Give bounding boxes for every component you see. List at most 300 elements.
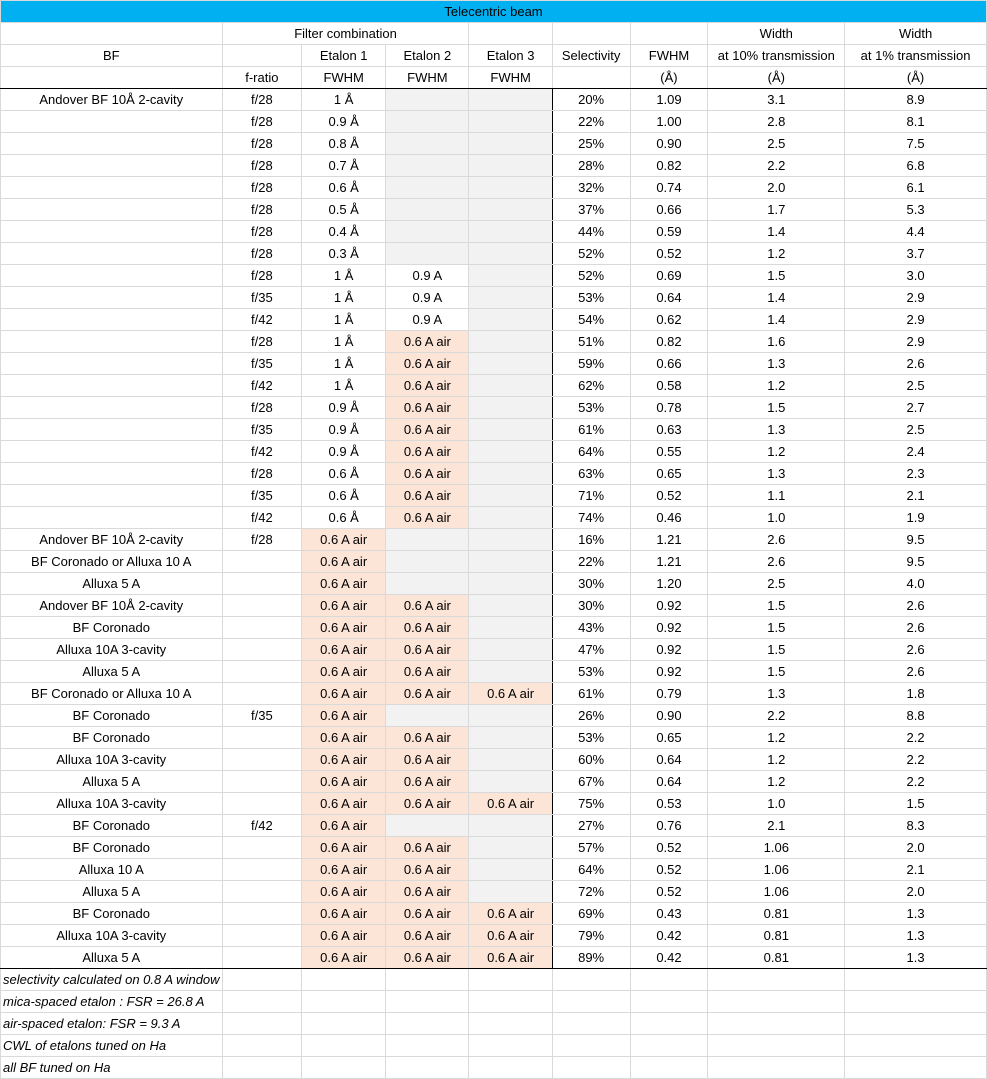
bf-cell[interactable]: Alluxa 10A 3-cavity <box>1 925 223 947</box>
etalon1-cell[interactable]: 0.6 A air <box>302 661 386 683</box>
etalon2-cell[interactable]: 0.6 A air <box>386 727 469 749</box>
etalon1-cell[interactable]: 0.9 Å <box>302 111 386 133</box>
etalon1-cell[interactable]: 0.6 A air <box>302 749 386 771</box>
width10-cell[interactable]: 1.3 <box>708 419 845 441</box>
width1-cell[interactable]: 5.3 <box>845 199 987 221</box>
header-filter-combination[interactable]: Filter combination <box>222 23 469 45</box>
bf-cell[interactable]: Alluxa 5 A <box>1 947 223 969</box>
width10-cell[interactable]: 1.06 <box>708 837 845 859</box>
f-ratio-cell[interactable]: f/28 <box>222 177 302 199</box>
width10-cell[interactable]: 1.5 <box>708 639 845 661</box>
f-ratio-cell[interactable]: f/35 <box>222 705 302 727</box>
f-ratio-cell[interactable] <box>222 617 302 639</box>
bf-cell[interactable] <box>1 375 223 397</box>
etalon2-cell[interactable]: 0.6 A air <box>386 947 469 969</box>
empty-cell[interactable] <box>469 1035 552 1057</box>
footnote-text[interactable]: all BF tuned on Ha <box>1 1057 223 1079</box>
f-ratio-cell[interactable] <box>222 661 302 683</box>
etalon2-cell[interactable]: 0.6 A air <box>386 925 469 947</box>
etalon1-cell[interactable]: 0.6 A air <box>302 705 386 727</box>
empty-cell[interactable] <box>708 1013 845 1035</box>
etalon2-cell[interactable] <box>386 705 469 727</box>
empty-cell[interactable] <box>222 1013 302 1035</box>
header-width1-unit[interactable]: (Å) <box>845 67 987 89</box>
etalon1-cell[interactable]: 0.6 A air <box>302 947 386 969</box>
etalon2-cell[interactable]: 0.6 A air <box>386 881 469 903</box>
fwhm-cell[interactable]: 1.20 <box>630 573 708 595</box>
etalon1-cell[interactable]: 0.9 Å <box>302 397 386 419</box>
width1-cell[interactable]: 2.9 <box>845 331 987 353</box>
etalon3-cell[interactable]: 0.6 A air <box>469 925 552 947</box>
selectivity-cell[interactable]: 28% <box>552 155 630 177</box>
bf-cell[interactable]: BF Coronado <box>1 903 223 925</box>
bf-cell[interactable]: Alluxa 5 A <box>1 661 223 683</box>
selectivity-cell[interactable]: 25% <box>552 133 630 155</box>
width1-cell[interactable]: 1.9 <box>845 507 987 529</box>
selectivity-cell[interactable]: 27% <box>552 815 630 837</box>
etalon2-cell[interactable]: 0.6 A air <box>386 485 469 507</box>
empty-cell[interactable] <box>302 1035 386 1057</box>
selectivity-cell[interactable]: 53% <box>552 727 630 749</box>
empty-cell[interactable] <box>630 1013 708 1035</box>
footnote-text[interactable]: CWL of etalons tuned on Ha <box>1 1035 223 1057</box>
fwhm-cell[interactable]: 0.42 <box>630 925 708 947</box>
selectivity-cell[interactable]: 64% <box>552 859 630 881</box>
f-ratio-cell[interactable] <box>222 881 302 903</box>
header-etalon3-fwhm[interactable]: FWHM <box>469 67 552 89</box>
empty-cell[interactable] <box>845 1035 987 1057</box>
header-etalon2[interactable]: Etalon 2 <box>386 45 469 67</box>
header-etalon3[interactable]: Etalon 3 <box>469 45 552 67</box>
empty-cell[interactable] <box>708 1035 845 1057</box>
etalon3-cell[interactable] <box>469 331 552 353</box>
f-ratio-cell[interactable]: f/28 <box>222 133 302 155</box>
width1-cell[interactable]: 2.7 <box>845 397 987 419</box>
etalon3-cell[interactable] <box>469 485 552 507</box>
f-ratio-cell[interactable] <box>222 727 302 749</box>
header-f-ratio[interactable]: f-ratio <box>222 67 302 89</box>
fwhm-cell[interactable]: 0.78 <box>630 397 708 419</box>
width1-cell[interactable]: 8.9 <box>845 89 987 111</box>
etalon2-cell[interactable]: 0.9 A <box>386 309 469 331</box>
width10-cell[interactable]: 1.5 <box>708 265 845 287</box>
bf-cell[interactable]: BF Coronado or Alluxa 10 A <box>1 551 223 573</box>
width1-cell[interactable]: 6.1 <box>845 177 987 199</box>
width10-cell[interactable]: 2.2 <box>708 705 845 727</box>
fwhm-cell[interactable]: 0.53 <box>630 793 708 815</box>
empty-cell[interactable] <box>302 991 386 1013</box>
selectivity-cell[interactable]: 26% <box>552 705 630 727</box>
bf-cell[interactable] <box>1 199 223 221</box>
empty-cell[interactable] <box>386 1057 469 1079</box>
etalon2-cell[interactable]: 0.6 A air <box>386 375 469 397</box>
f-ratio-cell[interactable]: f/35 <box>222 287 302 309</box>
width1-cell[interactable]: 2.4 <box>845 441 987 463</box>
f-ratio-cell[interactable] <box>222 683 302 705</box>
bf-cell[interactable] <box>1 111 223 133</box>
f-ratio-cell[interactable]: f/35 <box>222 485 302 507</box>
selectivity-cell[interactable]: 30% <box>552 595 630 617</box>
f-ratio-cell[interactable] <box>222 925 302 947</box>
selectivity-cell[interactable]: 54% <box>552 309 630 331</box>
fwhm-cell[interactable]: 0.82 <box>630 331 708 353</box>
selectivity-cell[interactable]: 64% <box>552 441 630 463</box>
width1-cell[interactable]: 2.2 <box>845 771 987 793</box>
width10-cell[interactable]: 1.4 <box>708 287 845 309</box>
selectivity-cell[interactable]: 43% <box>552 617 630 639</box>
fwhm-cell[interactable]: 0.59 <box>630 221 708 243</box>
selectivity-cell[interactable]: 51% <box>552 331 630 353</box>
fwhm-cell[interactable]: 0.52 <box>630 837 708 859</box>
empty-cell[interactable] <box>222 969 302 991</box>
bf-cell[interactable]: BF Coronado <box>1 705 223 727</box>
width1-cell[interactable]: 2.6 <box>845 353 987 375</box>
etalon3-cell[interactable] <box>469 155 552 177</box>
width10-cell[interactable]: 0.81 <box>708 925 845 947</box>
width10-cell[interactable]: 1.4 <box>708 309 845 331</box>
header-cell[interactable] <box>1 23 223 45</box>
header-cell[interactable] <box>552 23 630 45</box>
etalon3-cell[interactable] <box>469 89 552 111</box>
width1-cell[interactable]: 1.3 <box>845 925 987 947</box>
f-ratio-cell[interactable] <box>222 573 302 595</box>
width10-cell[interactable]: 2.2 <box>708 155 845 177</box>
etalon3-cell[interactable] <box>469 727 552 749</box>
bf-cell[interactable]: BF Coronado <box>1 617 223 639</box>
etalon1-cell[interactable]: 0.6 A air <box>302 925 386 947</box>
header-width1-line2[interactable]: at 1% transmission <box>845 45 987 67</box>
etalon2-cell[interactable]: 0.6 A air <box>386 661 469 683</box>
etalon1-cell[interactable]: 0.6 A air <box>302 903 386 925</box>
width1-cell[interactable]: 3.0 <box>845 265 987 287</box>
selectivity-cell[interactable]: 53% <box>552 287 630 309</box>
width10-cell[interactable]: 1.5 <box>708 595 845 617</box>
etalon1-cell[interactable]: 1 Å <box>302 309 386 331</box>
f-ratio-cell[interactable]: f/42 <box>222 375 302 397</box>
empty-cell[interactable] <box>630 969 708 991</box>
width1-cell[interactable]: 2.6 <box>845 595 987 617</box>
etalon1-cell[interactable]: 0.6 A air <box>302 683 386 705</box>
width1-cell[interactable]: 8.1 <box>845 111 987 133</box>
etalon1-cell[interactable]: 0.6 A air <box>302 815 386 837</box>
width10-cell[interactable]: 1.2 <box>708 727 845 749</box>
etalon1-cell[interactable]: 1 Å <box>302 353 386 375</box>
bf-cell[interactable]: BF Coronado or Alluxa 10 A <box>1 683 223 705</box>
width10-cell[interactable]: 1.06 <box>708 881 845 903</box>
etalon1-cell[interactable]: 0.6 A air <box>302 595 386 617</box>
etalon3-cell[interactable] <box>469 177 552 199</box>
header-cell[interactable] <box>552 67 630 89</box>
fwhm-cell[interactable]: 0.82 <box>630 155 708 177</box>
empty-cell[interactable] <box>386 991 469 1013</box>
etalon1-cell[interactable]: 0.6 Å <box>302 507 386 529</box>
width1-cell[interactable]: 2.9 <box>845 309 987 331</box>
width10-cell[interactable]: 2.1 <box>708 815 845 837</box>
fwhm-cell[interactable]: 1.00 <box>630 111 708 133</box>
f-ratio-cell[interactable]: f/35 <box>222 419 302 441</box>
width10-cell[interactable]: 3.1 <box>708 89 845 111</box>
etalon2-cell[interactable]: 0.6 A air <box>386 639 469 661</box>
etalon2-cell[interactable] <box>386 177 469 199</box>
fwhm-cell[interactable]: 0.92 <box>630 661 708 683</box>
etalon1-cell[interactable]: 0.3 Å <box>302 243 386 265</box>
selectivity-cell[interactable]: 72% <box>552 881 630 903</box>
etalon2-cell[interactable]: 0.9 A <box>386 287 469 309</box>
footnote-text[interactable]: selectivity calculated on 0.8 A window <box>1 969 223 991</box>
selectivity-cell[interactable]: 79% <box>552 925 630 947</box>
selectivity-cell[interactable]: 60% <box>552 749 630 771</box>
empty-cell[interactable] <box>222 1057 302 1079</box>
empty-cell[interactable] <box>552 1035 630 1057</box>
fwhm-cell[interactable]: 0.64 <box>630 749 708 771</box>
etalon1-cell[interactable]: 0.6 A air <box>302 771 386 793</box>
f-ratio-cell[interactable] <box>222 595 302 617</box>
fwhm-cell[interactable]: 0.69 <box>630 265 708 287</box>
fwhm-cell[interactable]: 0.92 <box>630 595 708 617</box>
etalon3-cell[interactable] <box>469 309 552 331</box>
f-ratio-cell[interactable]: f/42 <box>222 309 302 331</box>
empty-cell[interactable] <box>386 1035 469 1057</box>
bf-cell[interactable] <box>1 155 223 177</box>
f-ratio-cell[interactable] <box>222 749 302 771</box>
fwhm-cell[interactable]: 0.65 <box>630 463 708 485</box>
width10-cell[interactable]: 1.0 <box>708 507 845 529</box>
etalon1-cell[interactable]: 0.6 Å <box>302 177 386 199</box>
selectivity-cell[interactable]: 20% <box>552 89 630 111</box>
f-ratio-cell[interactable]: f/28 <box>222 111 302 133</box>
width10-cell[interactable]: 1.7 <box>708 199 845 221</box>
etalon3-cell[interactable] <box>469 221 552 243</box>
bf-cell[interactable] <box>1 331 223 353</box>
etalon2-cell[interactable]: 0.6 A air <box>386 683 469 705</box>
width1-cell[interactable]: 2.2 <box>845 749 987 771</box>
footnote-text[interactable]: air-spaced etalon: FSR = 9.3 A <box>1 1013 223 1035</box>
fwhm-cell[interactable]: 1.21 <box>630 551 708 573</box>
etalon3-cell[interactable] <box>469 133 552 155</box>
etalon1-cell[interactable]: 0.6 A air <box>302 727 386 749</box>
width1-cell[interactable]: 2.5 <box>845 375 987 397</box>
empty-cell[interactable] <box>845 969 987 991</box>
width10-cell[interactable]: 1.5 <box>708 617 845 639</box>
empty-cell[interactable] <box>552 1013 630 1035</box>
empty-cell[interactable] <box>386 969 469 991</box>
etalon3-cell[interactable] <box>469 881 552 903</box>
width1-cell[interactable]: 2.1 <box>845 485 987 507</box>
etalon2-cell[interactable]: 0.9 A <box>386 265 469 287</box>
etalon1-cell[interactable]: 0.5 Å <box>302 199 386 221</box>
etalon2-cell[interactable] <box>386 221 469 243</box>
empty-cell[interactable] <box>845 991 987 1013</box>
fwhm-cell[interactable]: 0.62 <box>630 309 708 331</box>
fwhm-cell[interactable]: 0.66 <box>630 199 708 221</box>
header-etalon1-fwhm[interactable]: FWHM <box>302 67 386 89</box>
etalon3-cell[interactable] <box>469 507 552 529</box>
f-ratio-cell[interactable] <box>222 639 302 661</box>
fwhm-cell[interactable]: 0.63 <box>630 419 708 441</box>
bf-cell[interactable] <box>1 353 223 375</box>
width10-cell[interactable]: 1.2 <box>708 375 845 397</box>
fwhm-cell[interactable]: 0.66 <box>630 353 708 375</box>
etalon2-cell[interactable]: 0.6 A air <box>386 903 469 925</box>
width1-cell[interactable]: 1.8 <box>845 683 987 705</box>
f-ratio-cell[interactable]: f/28 <box>222 89 302 111</box>
etalon2-cell[interactable] <box>386 573 469 595</box>
width1-cell[interactable]: 2.9 <box>845 287 987 309</box>
width10-cell[interactable]: 2.5 <box>708 133 845 155</box>
width1-cell[interactable]: 7.5 <box>845 133 987 155</box>
etalon2-cell[interactable]: 0.6 A air <box>386 595 469 617</box>
etalon2-cell[interactable]: 0.6 A air <box>386 507 469 529</box>
etalon1-cell[interactable]: 0.7 Å <box>302 155 386 177</box>
selectivity-cell[interactable]: 63% <box>552 463 630 485</box>
etalon3-cell[interactable] <box>469 419 552 441</box>
width1-cell[interactable]: 2.6 <box>845 661 987 683</box>
width1-cell[interactable]: 6.8 <box>845 155 987 177</box>
width10-cell[interactable]: 1.5 <box>708 661 845 683</box>
selectivity-cell[interactable]: 53% <box>552 661 630 683</box>
selectivity-cell[interactable]: 67% <box>552 771 630 793</box>
fwhm-cell[interactable]: 0.42 <box>630 947 708 969</box>
width10-cell[interactable]: 1.1 <box>708 485 845 507</box>
etalon2-cell[interactable] <box>386 111 469 133</box>
etalon3-cell[interactable] <box>469 375 552 397</box>
empty-cell[interactable] <box>222 1035 302 1057</box>
fwhm-cell[interactable]: 0.90 <box>630 133 708 155</box>
f-ratio-cell[interactable]: f/35 <box>222 353 302 375</box>
bf-cell[interactable] <box>1 441 223 463</box>
header-width10-line2[interactable]: at 10% transmission <box>708 45 845 67</box>
width10-cell[interactable]: 2.6 <box>708 551 845 573</box>
width10-cell[interactable]: 2.5 <box>708 573 845 595</box>
selectivity-cell[interactable]: 61% <box>552 419 630 441</box>
selectivity-cell[interactable]: 44% <box>552 221 630 243</box>
etalon1-cell[interactable]: 0.8 Å <box>302 133 386 155</box>
header-fwhm[interactable]: FWHM <box>630 45 708 67</box>
fwhm-cell[interactable]: 0.52 <box>630 243 708 265</box>
selectivity-cell[interactable]: 89% <box>552 947 630 969</box>
width10-cell[interactable]: 1.2 <box>708 243 845 265</box>
etalon1-cell[interactable]: 0.6 A air <box>302 573 386 595</box>
header-etalon1[interactable]: Etalon 1 <box>302 45 386 67</box>
empty-cell[interactable] <box>302 1013 386 1035</box>
empty-cell[interactable] <box>845 1013 987 1035</box>
etalon1-cell[interactable]: 1 Å <box>302 331 386 353</box>
empty-cell[interactable] <box>302 1057 386 1079</box>
f-ratio-cell[interactable]: f/42 <box>222 507 302 529</box>
header-cell[interactable] <box>1 67 223 89</box>
etalon1-cell[interactable]: 0.6 A air <box>302 793 386 815</box>
fwhm-cell[interactable]: 0.79 <box>630 683 708 705</box>
etalon2-cell[interactable]: 0.6 A air <box>386 353 469 375</box>
etalon2-cell[interactable]: 0.6 A air <box>386 617 469 639</box>
etalon1-cell[interactable]: 1 Å <box>302 287 386 309</box>
header-width1-line1[interactable]: Width <box>845 23 987 45</box>
header-etalon2-fwhm[interactable]: FWHM <box>386 67 469 89</box>
width10-cell[interactable]: 2.8 <box>708 111 845 133</box>
width1-cell[interactable]: 9.5 <box>845 529 987 551</box>
empty-cell[interactable] <box>630 1057 708 1079</box>
etalon3-cell[interactable] <box>469 749 552 771</box>
fwhm-cell[interactable]: 0.46 <box>630 507 708 529</box>
header-cell[interactable] <box>469 23 552 45</box>
fwhm-cell[interactable]: 0.76 <box>630 815 708 837</box>
width10-cell[interactable]: 2.6 <box>708 529 845 551</box>
bf-cell[interactable]: BF Coronado <box>1 727 223 749</box>
fwhm-cell[interactable]: 0.64 <box>630 287 708 309</box>
fwhm-cell[interactable]: 1.09 <box>630 89 708 111</box>
selectivity-cell[interactable]: 75% <box>552 793 630 815</box>
etalon1-cell[interactable]: 0.6 A air <box>302 837 386 859</box>
bf-cell[interactable] <box>1 243 223 265</box>
width1-cell[interactable]: 9.5 <box>845 551 987 573</box>
empty-cell[interactable] <box>469 1057 552 1079</box>
selectivity-cell[interactable]: 61% <box>552 683 630 705</box>
etalon3-cell[interactable] <box>469 815 552 837</box>
f-ratio-cell[interactable]: f/28 <box>222 243 302 265</box>
etalon2-cell[interactable] <box>386 133 469 155</box>
selectivity-cell[interactable]: 32% <box>552 177 630 199</box>
header-cell[interactable] <box>222 45 302 67</box>
etalon2-cell[interactable]: 0.6 A air <box>386 463 469 485</box>
etalon2-cell[interactable] <box>386 551 469 573</box>
width10-cell[interactable]: 1.2 <box>708 441 845 463</box>
f-ratio-cell[interactable]: f/28 <box>222 265 302 287</box>
empty-cell[interactable] <box>552 1057 630 1079</box>
bf-cell[interactable] <box>1 419 223 441</box>
width10-cell[interactable]: 1.4 <box>708 221 845 243</box>
header-cell[interactable] <box>630 23 708 45</box>
etalon3-cell[interactable]: 0.6 A air <box>469 903 552 925</box>
etalon3-cell[interactable] <box>469 595 552 617</box>
etalon2-cell[interactable]: 0.6 A air <box>386 749 469 771</box>
empty-cell[interactable] <box>845 1057 987 1079</box>
etalon3-cell[interactable] <box>469 463 552 485</box>
etalon2-cell[interactable]: 0.6 A air <box>386 331 469 353</box>
empty-cell[interactable] <box>552 969 630 991</box>
width1-cell[interactable]: 4.0 <box>845 573 987 595</box>
width10-cell[interactable]: 1.6 <box>708 331 845 353</box>
width10-cell[interactable]: 1.3 <box>708 353 845 375</box>
f-ratio-cell[interactable]: f/28 <box>222 155 302 177</box>
etalon3-cell[interactable] <box>469 771 552 793</box>
width1-cell[interactable]: 2.0 <box>845 881 987 903</box>
fwhm-cell[interactable]: 1.21 <box>630 529 708 551</box>
width1-cell[interactable]: 1.3 <box>845 947 987 969</box>
etalon2-cell[interactable]: 0.6 A air <box>386 793 469 815</box>
width1-cell[interactable]: 8.3 <box>845 815 987 837</box>
f-ratio-cell[interactable] <box>222 551 302 573</box>
etalon3-cell[interactable] <box>469 837 552 859</box>
fwhm-cell[interactable]: 0.58 <box>630 375 708 397</box>
f-ratio-cell[interactable]: f/42 <box>222 441 302 463</box>
empty-cell[interactable] <box>708 969 845 991</box>
selectivity-cell[interactable]: 37% <box>552 199 630 221</box>
header-width10-unit[interactable]: (Å) <box>708 67 845 89</box>
width1-cell[interactable]: 2.3 <box>845 463 987 485</box>
bf-cell[interactable]: BF Coronado <box>1 837 223 859</box>
etalon3-cell[interactable] <box>469 243 552 265</box>
width10-cell[interactable]: 0.81 <box>708 903 845 925</box>
etalon2-cell[interactable]: 0.6 A air <box>386 441 469 463</box>
etalon3-cell[interactable] <box>469 639 552 661</box>
width1-cell[interactable]: 2.5 <box>845 419 987 441</box>
etalon1-cell[interactable]: 1 Å <box>302 265 386 287</box>
width1-cell[interactable]: 2.6 <box>845 617 987 639</box>
fwhm-cell[interactable]: 0.90 <box>630 705 708 727</box>
selectivity-cell[interactable]: 22% <box>552 111 630 133</box>
width10-cell[interactable]: 1.2 <box>708 749 845 771</box>
etalon2-cell[interactable]: 0.6 A air <box>386 859 469 881</box>
